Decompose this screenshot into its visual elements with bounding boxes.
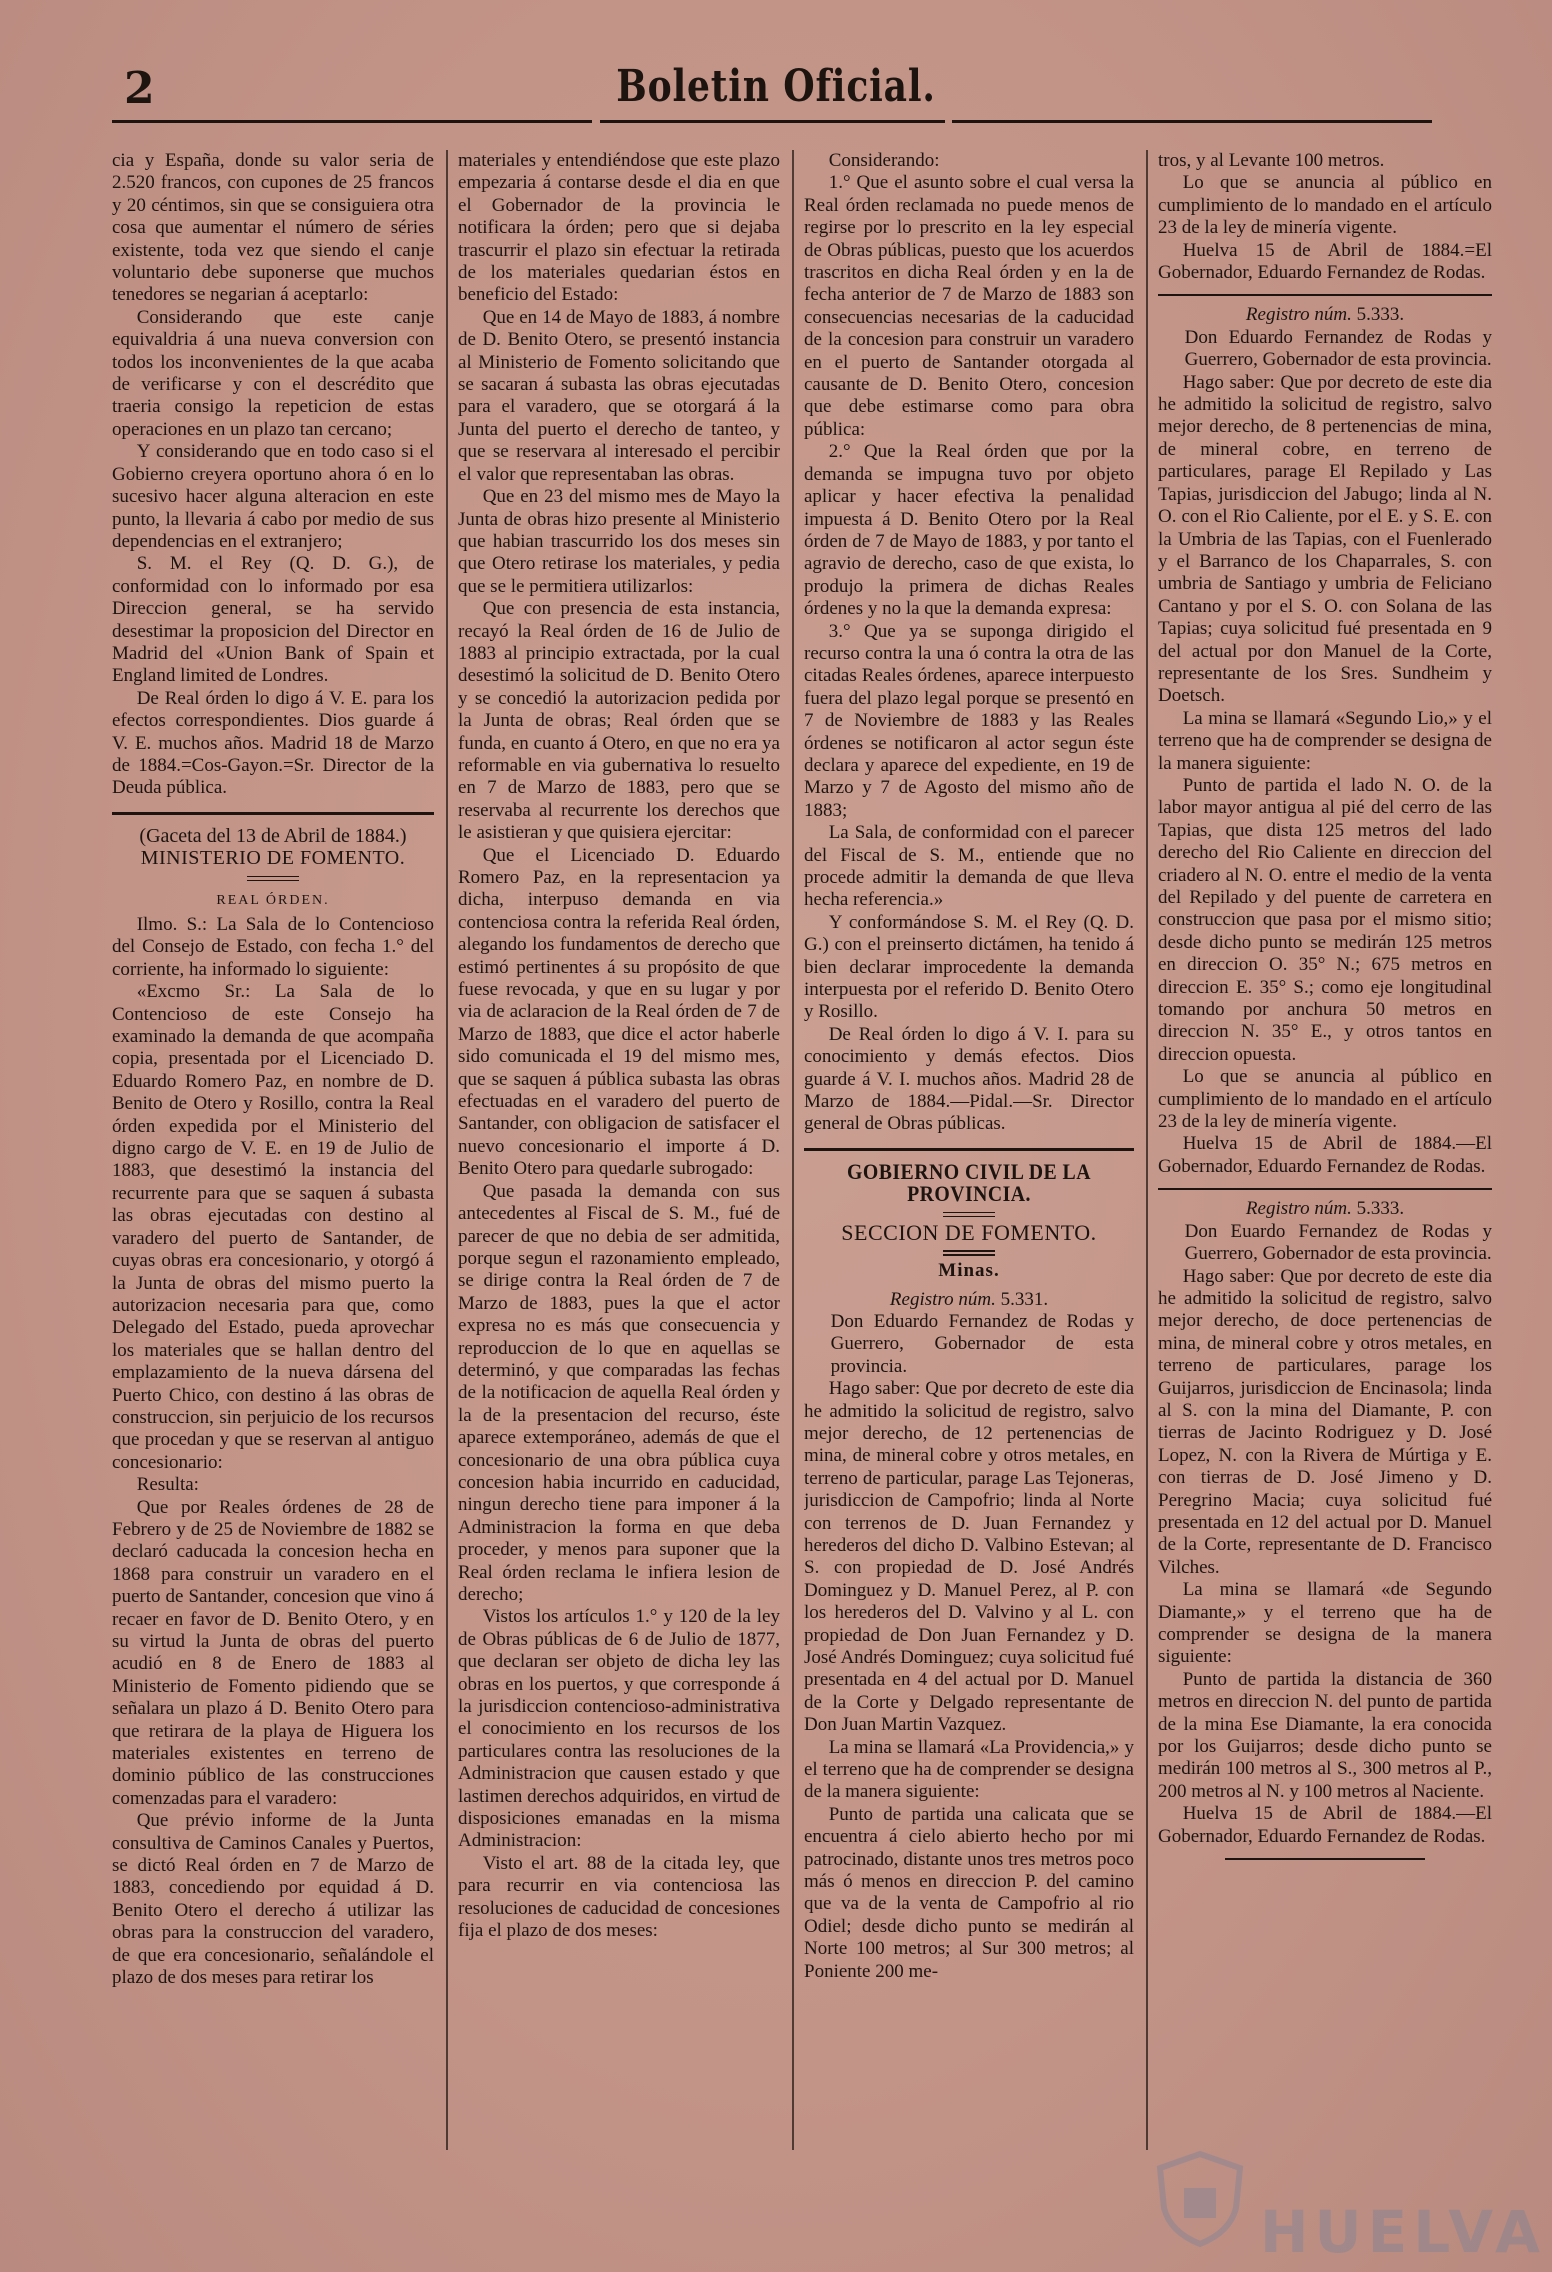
paragraph: Huelva 15 de Abril de 1884.=El Gobernador, Eduardo Fernandez de Rodas. xyxy=(1158,239,1492,284)
paragraph: Lo que se anuncia al público en cumplimiento de lo mandado en el artículo 23 de la ley de minería vigente. xyxy=(1158,1066,1492,1133)
column-divider xyxy=(1146,150,1148,2150)
registro-number: 5.333. xyxy=(1356,304,1405,326)
paragraph: Don Euardo Fernandez de Rodas y Guerrero, Gobernador de esta provincia. xyxy=(1184,1220,1492,1265)
paragraph: La mina se llamará «La Providencia,» y el terreno que ha de comprender se designa de la manera siguiente: xyxy=(804,1736,1134,1803)
section-rule xyxy=(1158,294,1492,296)
library-watermark xyxy=(1150,2148,1547,2266)
paragraph: Y considerando que en todo caso si el Gobierno creyera oportuno ahora ó en lo sucesivo hacer alguna alteracion en este punto, la llevaria á cabo por medio de sus dependencias en el extranjero; xyxy=(112,441,434,552)
paragraph: La mina se llamará «de Segundo Diamante,» y el terreno que ha de comprender se designa de la manera siguiente: xyxy=(1158,1579,1492,1668)
registro-label: Registro núm. xyxy=(889,1288,996,1310)
shield-icon xyxy=(1150,2148,1250,2248)
real-orden-heading: REAL ÓRDEN. xyxy=(216,892,330,908)
paragraph: Que el Licenciado D. Eduardo Romero Paz, en la representacion ya dicha, interpuso demanda en via contenciosa contra la referida Real órden, alegando los fundamentos de derecho que estimó pertinentes á su propósito de que fuese revocada, y que en su lugar y por via de aclaracion de la Real órden de 7 de Marzo de 1883, que dice el actor haberle sido comunicada el 19 del mismo mes, que se saquen á pública subasta las obras efectuadas en el varadero del puerto de Santander, con obligacion de satisfacer el nuevo concesionario el importe á D. Benito Otero para quedarle subrogado: xyxy=(458,844,780,1180)
section-rule xyxy=(804,1148,1134,1151)
paragraph: Que por Reales órdenes de 28 de Febrero y de 25 de Noviembre de 1882 se declaró caducada la concesion hecha en 1868 para construir un varadero en el puerto de Santander, concesion que vino á recaer en favor de D. Benito Otero, y en su virtud la Junta de obras del puerto acudió en 8 de Enero de 1883 al Ministerio de Fomento pidiendo que se señalara un plazo á D. Benito Otero para que retirara de la playa de Higuera los materiales existentes en terreno de dominio público de las construcciones comenzadas para el varadero: xyxy=(112,1496,434,1809)
watermark-text: HUELVA xyxy=(1260,2198,1547,2266)
paragraph: Huelva 15 de Abril de 1884.—El Gobernador, Eduardo Fernandez de Rodas. xyxy=(1158,1803,1492,1847)
paragraph: S. M. el Rey (Q. D. G.), de conformidad con lo informado por esa Direccion general, se ha servido desestimar la proposicion del Director en Madrid del «Union Bank of Spain et England limited de Londres. xyxy=(112,553,434,687)
paragraph: 1.° Que el asunto sobre el cual versa la Real órden reclamada no puede menos de regirse por lo prescrito en la ley especial de Obras públicas, puesto que los acuerdos trascritos en dicha Real órden y en la de fecha anterior de 7 de Marzo de 1883 son consecuencias necesarias de la caducidad de la concesion para construir un varadero en el puerto de Santander otorgada al causante de D. Benito Otero, concesion que debe estimarse como para obra pública: xyxy=(804,172,1134,440)
ornament-rule xyxy=(804,1208,1134,1220)
paragraph: «Excmo Sr.: La Sala de lo Contencioso de este Consejo ha examinado la demanda de que acompaña copia, presentada por el Licenciado D. Eduardo Romero Paz, en nombre de D. Benito de Otero y Rosillo, contra la Real órden expedida por el Ministerio del digno cargo de V. E. en 19 de Julio de 1883, que desestimó la instancia del recurrente para que se saquen á subasta las obras ejecutadas con destino al varadero del puerto de Santander, de cuyas obras era concesionario, y otorgó á la Junta de obras del mismo puerto la autorizacion necesaria para que, como Delegado del Estado, pueda aprovechar los materiales que se hallan dentro del emplazamiento de la nueva dársena del Puerto Chico, con destino á las obras de construccion, sin perjuicio de los recursos que procedan y que se reservan al antiguo concesionario: xyxy=(112,981,434,1473)
paragraph: Que en 23 del mismo mes de Mayo la Junta de obras hizo presente al Ministerio que habian trascurrido los dos meses sin que Otero retirase los materiales, y pedia que se le permitiera utilizarlos: xyxy=(458,486,780,597)
ministerio-heading: MINISTERIO DE FOMENTO. xyxy=(140,847,406,870)
paragraph: Vistos los artículos 1.° y 120 de la ley de Obras públicas de 6 de Julio de 1877, que declaran ser objeto de dicha ley las obras en los puertos, y que corresponde á la jurisdiccion contencioso-administrativa el conocimiento en los recursos de los particulares contra las resoluciones de la Administracion que causen estado y que lastimen derechos adquiridos, en virtud de disposiciones emanadas en la misma Administracion: xyxy=(458,1606,780,1852)
paragraph: tros, y al Levante 100 metros. xyxy=(1158,150,1385,171)
paragraph: Visto el art. 88 de la citada ley, que para recurrir en via contenciosa las resoluciones de caducidad de concesiones fija el plazo de dos meses: xyxy=(458,1852,780,1942)
header-rule-middle xyxy=(600,120,945,123)
page-number: 2 xyxy=(124,63,155,114)
paragraph: cia y España, donde su valor seria de 2.520 francos, con cupones de 25 francos y 20 céntimos, sin que se consiguiera otra cosa que aumentar el número de séries existente, toda vez que siendo el canje voluntario debe suponerse que muchos tenedores se negarian á aceptarlo: xyxy=(112,150,434,306)
paragraph: De Real órden lo digo á V. E. para los efectos correspondientes. Dios guarde á V. E. muchos años. Madrid 18 de Marzo de 1884.=Cos-Gayon.=Sr. Director de la Deuda pública. xyxy=(112,687,434,799)
paragraph: Que con presencia de esta instancia, recayó la Real órden de 16 de Julio de 1883 al principio extractada, por la cual desestimó la solicitud de D. Benito Otero y se concedió la autorizacion pedida por la Junta de obras; Real órden que se funda, en cuanto á Otero, en que no era ya reformable en via gubernativa lo resuelto en 7 de Marzo de 1883, pero que se reservaba al recurrente los derechos que le asistieran y que quisiera ejercitar: xyxy=(458,598,780,844)
column-3 xyxy=(804,150,1134,2155)
paragraph: 2.° Que la Real órden que por la demanda se impugna tuvo por objeto aplicar y hacer efectiva la penalidad impuesta á D. Benito Otero por la Real órden de 7 de Mayo de 1883, y por tanto el agravio de derecho, caso de que exista, lo produjo la primera de dichas Reales órdenes y no la que la demanda expresa: xyxy=(804,441,1134,620)
gobierno-heading: GOBIERNO CIVIL DE LA PROVINCIA. xyxy=(847,1158,1091,1207)
paragraph: 3.° Que ya se suponga dirigido el recurso contra la una ó contra la otra de las citadas Reales órdenes, aparece interpuesto fuera del plazo legal porque se presentó en 7 de Noviembre de 1883 y las Reales órdenes se notificaron al actor segun éste declara y aparece del expediente, en 19 de Marzo y 7 de Agosto del mismo año de 1883; xyxy=(804,620,1134,821)
end-rule xyxy=(1225,1858,1425,1860)
column-divider xyxy=(446,150,448,2150)
section-rule xyxy=(112,812,434,815)
paragraph: Hago saber: Que por decreto de este dia he admitido la solicitud de registro, salvo mejor derecho, de doce pertenencias de mina, de mineral cobre y otros metales, en terreno de particulares, parage los Guijarros, jurisdiccion de Encinasola; linda al S. con la mina del Diamante, P. con tierras de Jacinto Rodriguez y D. José Lopez, N. con la Rivera de Múrtiga y E. con tierras de D. José Jimeno y D. Peregrino Macia; cuya solicitud fué presentada en 12 del actual por D. Manuel de la Corte, representante de D. Francisco Vilches. xyxy=(1158,1265,1492,1578)
paragraph: materiales y entendiéndose que este plazo empezaria á contarse desde el dia en que el Gobernador de la provincia le notificara la órden; pero que si dejaba trascurrir el plazo sin efectuar la retirada de los materiales quedarian éstos en beneficio del Estado: xyxy=(458,150,780,306)
header-rule-right xyxy=(952,120,1432,123)
header-rule-left xyxy=(112,120,592,123)
paragraph: La Sala, de conformidad con el parecer del Fiscal de S. M., entiende que no procede admitir la demanda de que lleva hecha referencia.» xyxy=(804,822,1134,911)
ornament-rule xyxy=(804,1246,1134,1258)
paragraph: Considerando: xyxy=(828,150,940,171)
paragraph: Punto de partida el lado N. O. de la labor mayor antigua al pié del cerro de las Tapias, que dista 125 metros del lado derecho del Rio Caliente en direccion del criadero al N. O. entre el medio de la venta del Repilado y del puente de carretera en construccion que pasa por el mismo sitio; desde dicho punto se medirán 125 metros en direccion O. 35° N.; 675 metros en direccion E. 35° S.; como eje longitudinal tomando por anchura 50 metros en direccion N. 35° E., y otros tantos en direccion opuesta. xyxy=(1158,774,1492,1065)
paragraph: Hago saber: Que por decreto de este dia he admitido la solicitud de registro, salvo mejor derecho, de 12 pertenencias de mina, de mineral cobre y otros metales, en terreno de particular, parage Las Tejoneras, jurisdiccion de Campofrio; linda al Norte con terrenos de D. Juan Fernandez y herederos del dicho D. Valbino Estevan; al S. con propiedad de D. José Andrés Dominguez y D. Manuel Perez, al P. con los herederos del D. Valvino y al L. con propiedad de Don Juan Fernandez y D. José Andrés Dominguez; cuya solicitud fué presentada en 4 del actual por D. Manuel de la Corte y Delgado representante de Don Juan Martin Vazquez. xyxy=(804,1378,1134,1736)
paragraph: Don Eduardo Fernandez de Rodas y Guerrero, Gobernador de esta provincia. xyxy=(830,1310,1134,1377)
registro-label: Registro núm. xyxy=(1245,1198,1352,1220)
column-2 xyxy=(458,150,780,2155)
registro-number: 5.331. xyxy=(1000,1288,1049,1310)
gaceta-heading: (Gaceta del 13 de Abril de 1884.) xyxy=(139,824,407,847)
paragraph: Y conformándose S. M. el Rey (Q. D. G.) con el preinserto dictámen, ha tenido á bien declarar improcedente la demanda interpuesta por el referido D. Benito Otero y Rosillo. xyxy=(804,911,1134,1023)
minas-heading: Minas. xyxy=(938,1260,1000,1282)
paragraph: Hago saber: Que por decreto de este dia he admitido la solicitud de registro, salvo mejor derecho, de 8 pertenencias de mina, de mineral cobre, en terreno de particulares, parage El Repilado y Las Tapias, jurisdiccion del Jabugo; linda al N. O. con el Rio Caliente, por el E. y S. E. con la Umbria de las Tapias, con el Fuenlerado y el Barranco de los Chaparrales, S. con umbria de Santiago y umbria de Feliciano Cantano y por el S. O. con Solana de las Tapias; cuya solicitud fué presentada en 9 del actual por don Manuel de la Corte, representante de los Sres. Sundheim y Doetsch. xyxy=(1158,371,1492,707)
paragraph: Ilmo. S.: La Sala de lo Contencioso del Consejo de Estado, con fecha 1.° del corriente, ha informado lo siguiente: xyxy=(112,914,434,980)
registro-number: 5.333. xyxy=(1356,1198,1405,1220)
paragraph: La mina se llamará «Segundo Lio,» y el terreno que ha de comprender se designa de la manera siguiente: xyxy=(1158,707,1492,774)
ornament-rule xyxy=(112,872,434,884)
paragraph: Punto de partida una calicata que se encuentra á cielo abierto hecho por mi patrocinado, distante unos tres metros poco más ó menos en direccion P. del camino que va de la venta de Campofrio al rio Odiel; desde dicho punto se medirán al Norte 100 metros; al Sur 300 metros; al Poniente 200 me- xyxy=(804,1803,1134,1982)
column-divider xyxy=(792,150,794,2150)
paragraph: Don Eduardo Fernandez de Rodas y Guerrero, Gobernador de esta provincia. xyxy=(1184,326,1492,371)
paragraph: Huelva 15 de Abril de 1884.—El Gobernador, Eduardo Fernandez de Rodas. xyxy=(1158,1133,1492,1177)
paragraph: Que pasada la demanda con sus antecedentes al Fiscal de S. M., fué de parecer de que no debia de ser admitida, porque segun el razonamiento empleado, se dirige contra la Real órden de 7 de Marzo de 1883, pues la que el actor expresa no es más que consecuencia y reproduccion de lo que en aquellas se determinó, y que comparadas las fechas de la notificacion de aquella Real órden y la de la presentacion del recurso, éste aparece extemporáneo, además de que el concesionario de una obra pública cuya concesion habia incurrido en caducidad, ningun derecho tiene para imponer á la Administracion la forma en que deba proceder, y menos para suponer que la Real órden reclama le infiera lesion de derecho; xyxy=(458,1180,780,1605)
paragraph: Lo que se anuncia al público en cumplimiento de lo mandado en el artículo 23 de la ley de minería vigente. xyxy=(1158,172,1492,239)
registro-label: Registro núm. xyxy=(1245,304,1352,326)
registro-heading xyxy=(1158,304,1492,326)
section-rule xyxy=(1158,1188,1492,1190)
paragraph: Resulta: xyxy=(136,1474,199,1496)
page-header xyxy=(0,58,1552,128)
column-1 xyxy=(112,150,434,2155)
registro-heading xyxy=(1158,1198,1492,1220)
paragraph: Considerando que este canje equivaldria á una nueva conversion con todos los inconvenientes de la que acaba de verificarse y con el descrédito que traeria consigo la repeticion de estas operaciones en un plazo tan cercano; xyxy=(112,306,434,440)
masthead-title: Boletin Oficial. xyxy=(616,61,936,112)
seccion-heading: SECCION DE FOMENTO. xyxy=(841,1219,1097,1245)
paragraph: Que prévio informe de la Junta consultiva de Caminos Canales y Puertos, se dictó Real órden en 7 de Marzo de 1883, concediendo por equidad á D. Benito Otero el derecho á utilizar las obras para la construccion del varadero, de que era concesionario, señalándole el plazo de dos meses para retirar los xyxy=(112,1810,434,1989)
paragraph: Punto de partida la distancia de 360 metros en direccion N. del punto de partida de la mina Ese Diamante, la era conocida por los Guijarros; desde dicho punto se medirán 100 metros al S., 300 metros al P., 200 metros al N. y 100 metros al Naciente. xyxy=(1158,1668,1492,1802)
paragraph: De Real órden lo digo á V. I. para su conocimiento y demás efectos. Dios guarde á V. I. muchos años. Madrid 28 de Marzo de 1884.—Pidal.—Sr. Director general de Obras públicas. xyxy=(804,1023,1134,1135)
registro-heading xyxy=(804,1289,1134,1311)
paragraph: Que en 14 de Mayo de 1883, á nombre de D. Benito Otero, se presentó instancia al Ministerio de Fomento solicitando que se sacaran á subasta las obras ejecutadas para el varadero, que se otorgará á la Junta del puerto el derecho de tanteo, y que se reservara al interesado el percibir el valor que representaban las obras. xyxy=(458,306,780,485)
column-4 xyxy=(1158,150,1492,2155)
